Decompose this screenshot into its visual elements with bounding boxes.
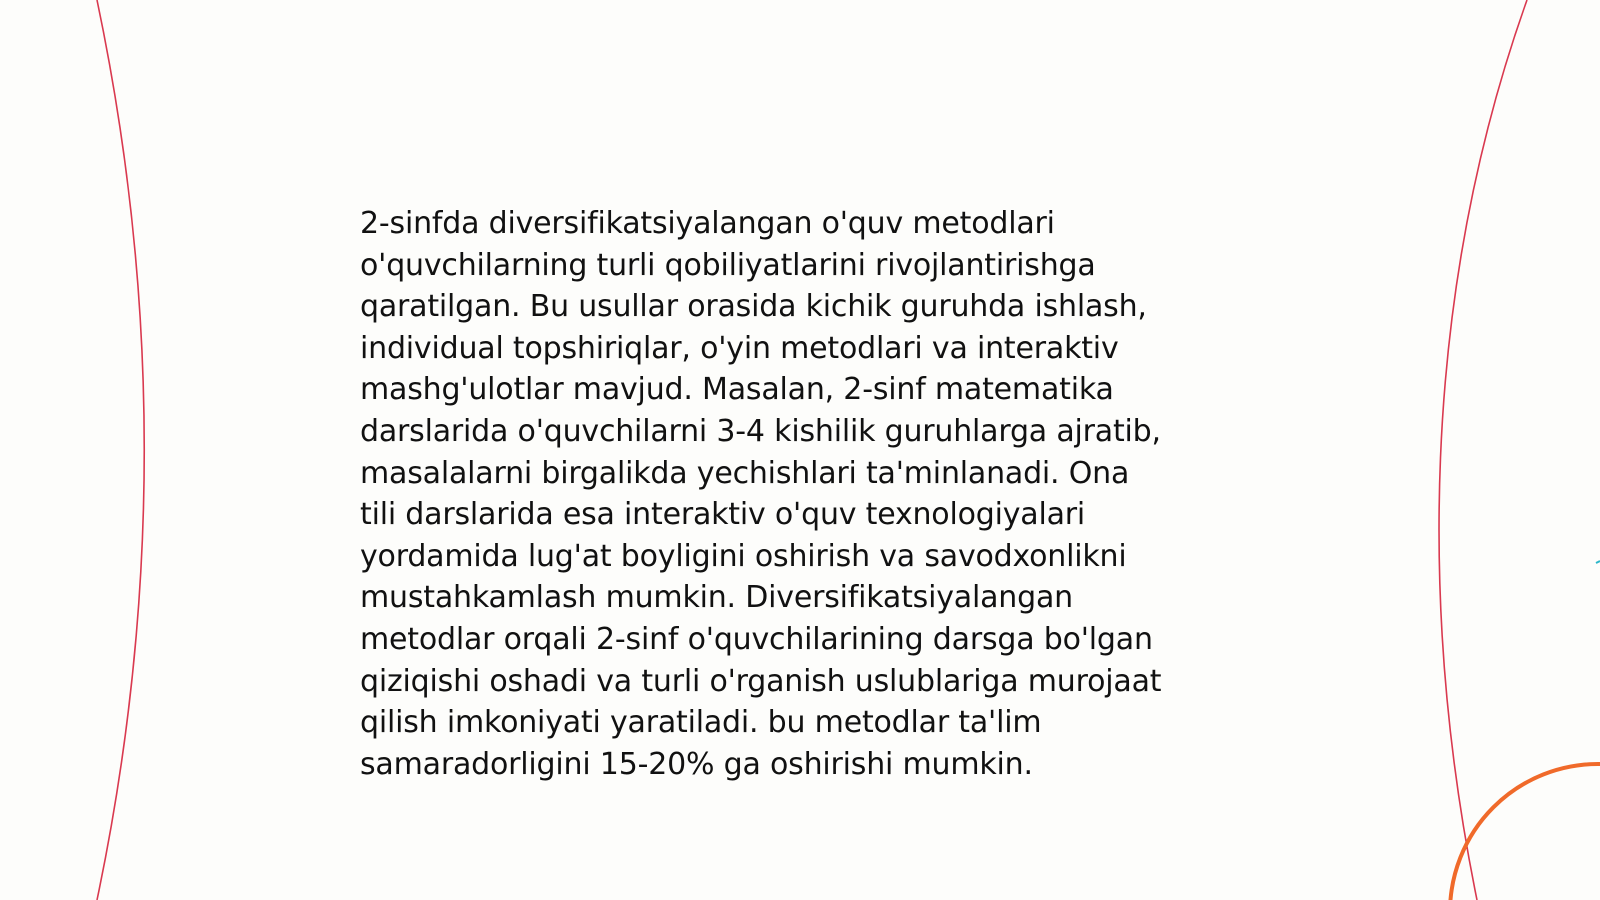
teal-mark: [1596, 561, 1600, 563]
paragraph-line: mustahkamlash mumkin. Diversifikatsiyalangan: [360, 580, 1073, 616]
paragraph-line: mashg'ulotlar mavjud. Masalan, 2-sinf matematika: [360, 372, 1114, 408]
paragraph-line: metodlar orqali 2-sinf o'quvchilarining darsga bo'lgan: [360, 621, 1153, 657]
left-curve: [97, 0, 144, 900]
paragraph-line: masalalarni birgalikda yechishlari ta'minlanadi. Ona: [360, 455, 1130, 491]
paragraph-line: qaratilgan. Bu usullar orasida kichik guruhda ishlash,: [360, 289, 1147, 325]
paragraph-line: darslarida o'quvchilarni 3-4 kishilik guruhlarga ajratib,: [360, 413, 1161, 449]
paragraph-line: tili darslarida esa interaktiv o'quv texnologiyalari: [360, 497, 1086, 533]
paragraph-line: qiziqishi oshadi va turli o'rganish uslublariga murojaat: [360, 663, 1162, 699]
body-paragraph: [360, 203, 1260, 785]
right-curve: [1439, 0, 1527, 900]
paragraph-line: yordamida lug'at boyligini oshirish va savodxonlikni: [360, 538, 1127, 574]
paragraph-line: individual topshiriqlar, o'yin metodlari va interaktiv: [360, 330, 1119, 366]
paragraph-line: 2-sinfda diversifikatsiyalangan o'quv metodlari: [360, 206, 1055, 241]
paragraph-line: o'quvchilarning turli qobiliyatlarini rivojlantirishga: [360, 247, 1096, 283]
paragraph-line: samaradorligini 15-20% ga oshirishi mumkin.: [360, 746, 1033, 782]
paragraph-line: qilish imkoniyati yaratiladi. bu metodlar ta'lim: [360, 705, 1042, 741]
